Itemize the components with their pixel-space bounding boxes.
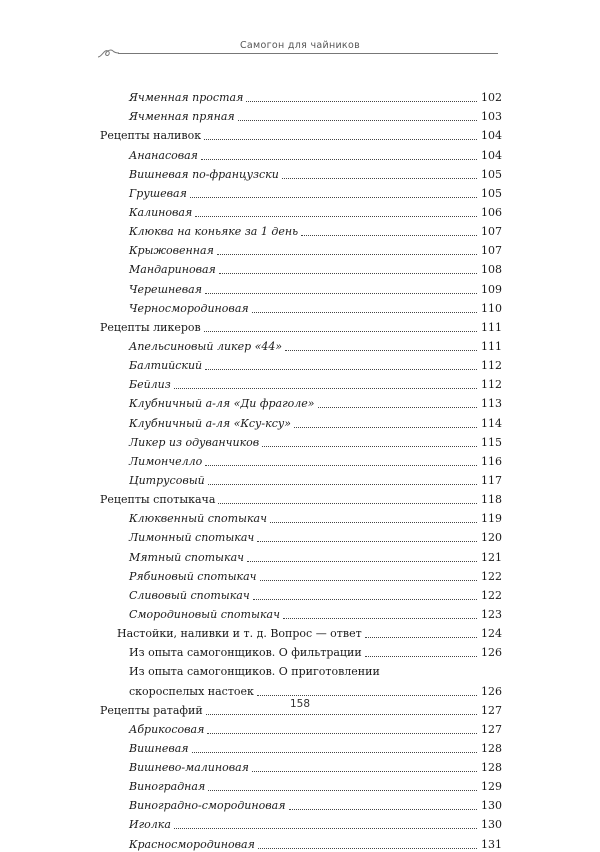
- dot-leader: [190, 197, 477, 198]
- toc-entry-label: Ячменная простая: [129, 91, 244, 105]
- toc-entry-page: 126: [481, 646, 502, 660]
- toc-entry: [100, 86, 502, 105]
- toc-entry-label: Клюква на коньяке за 1 день: [129, 225, 299, 239]
- toc-entry: [100, 488, 502, 507]
- dot-leader: [301, 235, 477, 236]
- toc-entry-page: 104: [481, 129, 502, 143]
- toc-entry: [100, 469, 502, 488]
- toc-entry-page: 119: [481, 512, 502, 526]
- toc-entry-page: 102: [481, 91, 502, 105]
- dot-leader: [174, 388, 477, 389]
- toc-entry-page: 128: [481, 741, 502, 755]
- toc-entry-page: 124: [481, 627, 502, 641]
- toc-entry-page: 122: [481, 569, 502, 583]
- toc-entry-page: 110: [481, 301, 502, 315]
- toc-entry: [100, 431, 502, 450]
- toc-entry: [100, 832, 502, 851]
- toc-entry-label: Вишневая по-французски: [129, 167, 279, 181]
- dot-leader: [365, 656, 477, 657]
- toc-entry-label: Черносмородиновая: [129, 301, 249, 315]
- toc-entry-label: Крыжовенная: [129, 244, 214, 258]
- toc-entry-label: Клюквенный спотыкач: [129, 512, 267, 526]
- table-of-contents: [100, 86, 502, 852]
- toc-entry-label: скороспелых настоек: [129, 684, 254, 698]
- dot-leader: [207, 733, 477, 734]
- dot-leader: [260, 580, 477, 581]
- toc-entry: [100, 220, 502, 239]
- dot-leader: [270, 522, 477, 523]
- dot-leader: [195, 216, 477, 217]
- toc-entry-label: Клубничный а-ля «Ксу-ксу»: [129, 416, 291, 430]
- running-head: [0, 0, 600, 60]
- dot-leader: [204, 139, 477, 140]
- dot-leader: [219, 273, 477, 274]
- toc-entry: [100, 373, 502, 392]
- toc-entry-page: 109: [481, 282, 502, 296]
- toc-entry: [100, 163, 502, 182]
- toc-entry: [100, 124, 502, 143]
- dot-leader: [205, 293, 477, 294]
- toc-entry-label: Черешневая: [129, 282, 202, 296]
- toc-entry-page: 128: [481, 761, 502, 775]
- dot-leader: [258, 848, 477, 849]
- dot-leader: [253, 599, 477, 600]
- toc-entry-label: Ананасовая: [129, 148, 198, 162]
- dot-leader: [174, 828, 477, 829]
- toc-entry-page: 112: [481, 378, 502, 392]
- toc-entry: [100, 756, 502, 775]
- toc-entry: [100, 603, 502, 622]
- dot-leader: [252, 771, 477, 772]
- toc-entry-page: 117: [481, 473, 502, 487]
- toc-entry-page: 123: [481, 607, 502, 621]
- toc-entry-label: Рецепты ратафий: [100, 703, 203, 717]
- dot-leader: [257, 541, 477, 542]
- toc-entry-page: 107: [481, 244, 502, 258]
- toc-entry: [100, 526, 502, 545]
- toc-entry-label: Клубничный а-ля «Ди фраголе»: [129, 397, 315, 411]
- toc-entry-label: Виноградная: [129, 780, 206, 794]
- toc-entry: [100, 105, 502, 124]
- toc-entry-label: Рябиновый спотыкач: [129, 569, 257, 583]
- toc-entry-page: 115: [481, 435, 502, 449]
- toc-entry-page: 114: [481, 416, 502, 430]
- toc-entry-page: 121: [481, 550, 502, 564]
- toc-entry-label: Балтийский: [129, 359, 203, 373]
- toc-entry: [100, 584, 502, 603]
- toc-entry: [100, 622, 502, 641]
- toc-entry: [100, 316, 502, 335]
- dot-leader: [192, 752, 477, 753]
- toc-entry: [100, 545, 502, 564]
- toc-entry-page: 130: [481, 799, 502, 813]
- toc-entry-label: Лимонный спотыкач: [129, 531, 255, 545]
- dot-leader: [283, 618, 477, 619]
- toc-entry: [100, 143, 502, 162]
- toc-entry-label: Мятный спотыкач: [129, 550, 244, 564]
- toc-entry-page: 111: [481, 320, 502, 334]
- toc-entry: [100, 297, 502, 316]
- toc-entry-page: 111: [481, 339, 502, 353]
- header-rule: [118, 53, 498, 54]
- toc-entry-label: Рецепты наливок: [100, 129, 202, 143]
- running-title: Самогон для чайников: [240, 40, 360, 51]
- toc-entry-page: 105: [481, 167, 502, 181]
- toc-entry-label: Настойки, наливки и т. д. Вопрос — ответ: [117, 627, 362, 641]
- toc-entry: [100, 201, 502, 220]
- toc-entry-label: Ликер из одуванчиков: [129, 435, 260, 449]
- dot-leader: [206, 714, 477, 715]
- dot-leader: [238, 120, 477, 121]
- toc-entry-page: 112: [481, 359, 502, 373]
- toc-entry-label: Цитрусовый: [129, 473, 205, 487]
- toc-entry-label: Вишнево-малиновая: [129, 761, 249, 775]
- toc-entry-label: Рецепты ликеров: [100, 320, 201, 334]
- dot-leader: [285, 350, 477, 351]
- toc-entry-page: 108: [481, 263, 502, 277]
- toc-entry-label: Из опыта самогонщиков. О приготовлении: [129, 665, 380, 679]
- toc-entry-page: 127: [481, 703, 502, 717]
- toc-entry: [100, 335, 502, 354]
- toc-entry-page: 104: [481, 148, 502, 162]
- toc-entry-label: Вишневая: [129, 741, 189, 755]
- toc-entry: [100, 794, 502, 813]
- toc-entry-label: Калиновая: [129, 205, 193, 219]
- toc-entry-label: Лимончелло: [129, 454, 203, 468]
- dot-leader: [262, 446, 477, 447]
- toc-entry-page: 118: [481, 493, 502, 507]
- toc-entry: [100, 679, 502, 698]
- toc-entry-page: 103: [481, 110, 502, 124]
- toc-entry: [100, 813, 502, 832]
- toc-entry-label: Сливовый спотыкач: [129, 588, 250, 602]
- dot-leader: [208, 484, 477, 485]
- dot-leader: [294, 427, 477, 428]
- toc-entry-label: Из опыта самогонщиков. О фильтрации: [129, 646, 362, 660]
- toc-entry-label: Ячменная пряная: [129, 110, 235, 124]
- dot-leader: [252, 312, 477, 313]
- page-number: 158: [289, 698, 311, 710]
- toc-entry: [100, 718, 502, 737]
- dot-leader: [217, 254, 477, 255]
- dot-leader: [289, 809, 478, 810]
- dot-leader: [247, 561, 477, 562]
- toc-entry-label: Апельсиновый ликер «44»: [129, 339, 283, 353]
- toc-entry-page: 116: [481, 454, 502, 468]
- toc-entry-label: Рецепты спотыкача: [100, 493, 216, 507]
- toc-entry-page: 131: [481, 837, 502, 851]
- dot-leader: [205, 369, 477, 370]
- toc-entry-label: Грушевая: [129, 186, 187, 200]
- dot-leader: [318, 407, 477, 408]
- dot-leader: [201, 159, 477, 160]
- toc-entry-label: Мандариновая: [129, 263, 216, 277]
- toc-entry-page: 122: [481, 588, 502, 602]
- toc-entry-page: 105: [481, 186, 502, 200]
- toc-entry: [100, 641, 502, 660]
- toc-entry-label: Иголка: [129, 818, 171, 832]
- toc-entry-label: Бейлиз: [129, 378, 171, 392]
- dot-leader: [208, 790, 477, 791]
- dot-leader: [282, 178, 477, 179]
- toc-entry-page: 120: [481, 531, 502, 545]
- toc-entry: [100, 775, 502, 794]
- toc-entry: [100, 450, 502, 469]
- toc-entry: [100, 258, 502, 277]
- dot-leader: [365, 637, 477, 638]
- toc-entry: [100, 392, 502, 411]
- dot-leader: [218, 503, 477, 504]
- toc-entry: [100, 411, 502, 430]
- dot-leader: [204, 331, 477, 332]
- toc-entry: [100, 239, 502, 258]
- toc-entry-label: Виноградно-смородиновая: [129, 799, 286, 813]
- toc-entry-label: Смородиновый спотыкач: [129, 607, 280, 621]
- toc-entry-label: Абрикосовая: [129, 722, 205, 736]
- toc-entry-page: 126: [481, 684, 502, 698]
- dot-leader: [205, 465, 477, 466]
- toc-entry-page: 107: [481, 225, 502, 239]
- toc-entry: [100, 354, 502, 373]
- toc-entry-page: 113: [481, 397, 502, 411]
- toc-entry-label: Красносмородиновая: [129, 837, 255, 851]
- toc-entry-page: 127: [481, 722, 502, 736]
- toc-entry: [100, 277, 502, 296]
- toc-entry: [100, 565, 502, 584]
- toc-entry-page: 130: [481, 818, 502, 832]
- toc-entry: [100, 737, 502, 756]
- toc-entry: [100, 660, 502, 679]
- toc-entry: [100, 182, 502, 201]
- dot-leader: [246, 101, 477, 102]
- toc-entry: [100, 507, 502, 526]
- dot-leader: [257, 695, 477, 696]
- toc-entry-page: 106: [481, 205, 502, 219]
- toc-entry-page: 129: [481, 780, 502, 794]
